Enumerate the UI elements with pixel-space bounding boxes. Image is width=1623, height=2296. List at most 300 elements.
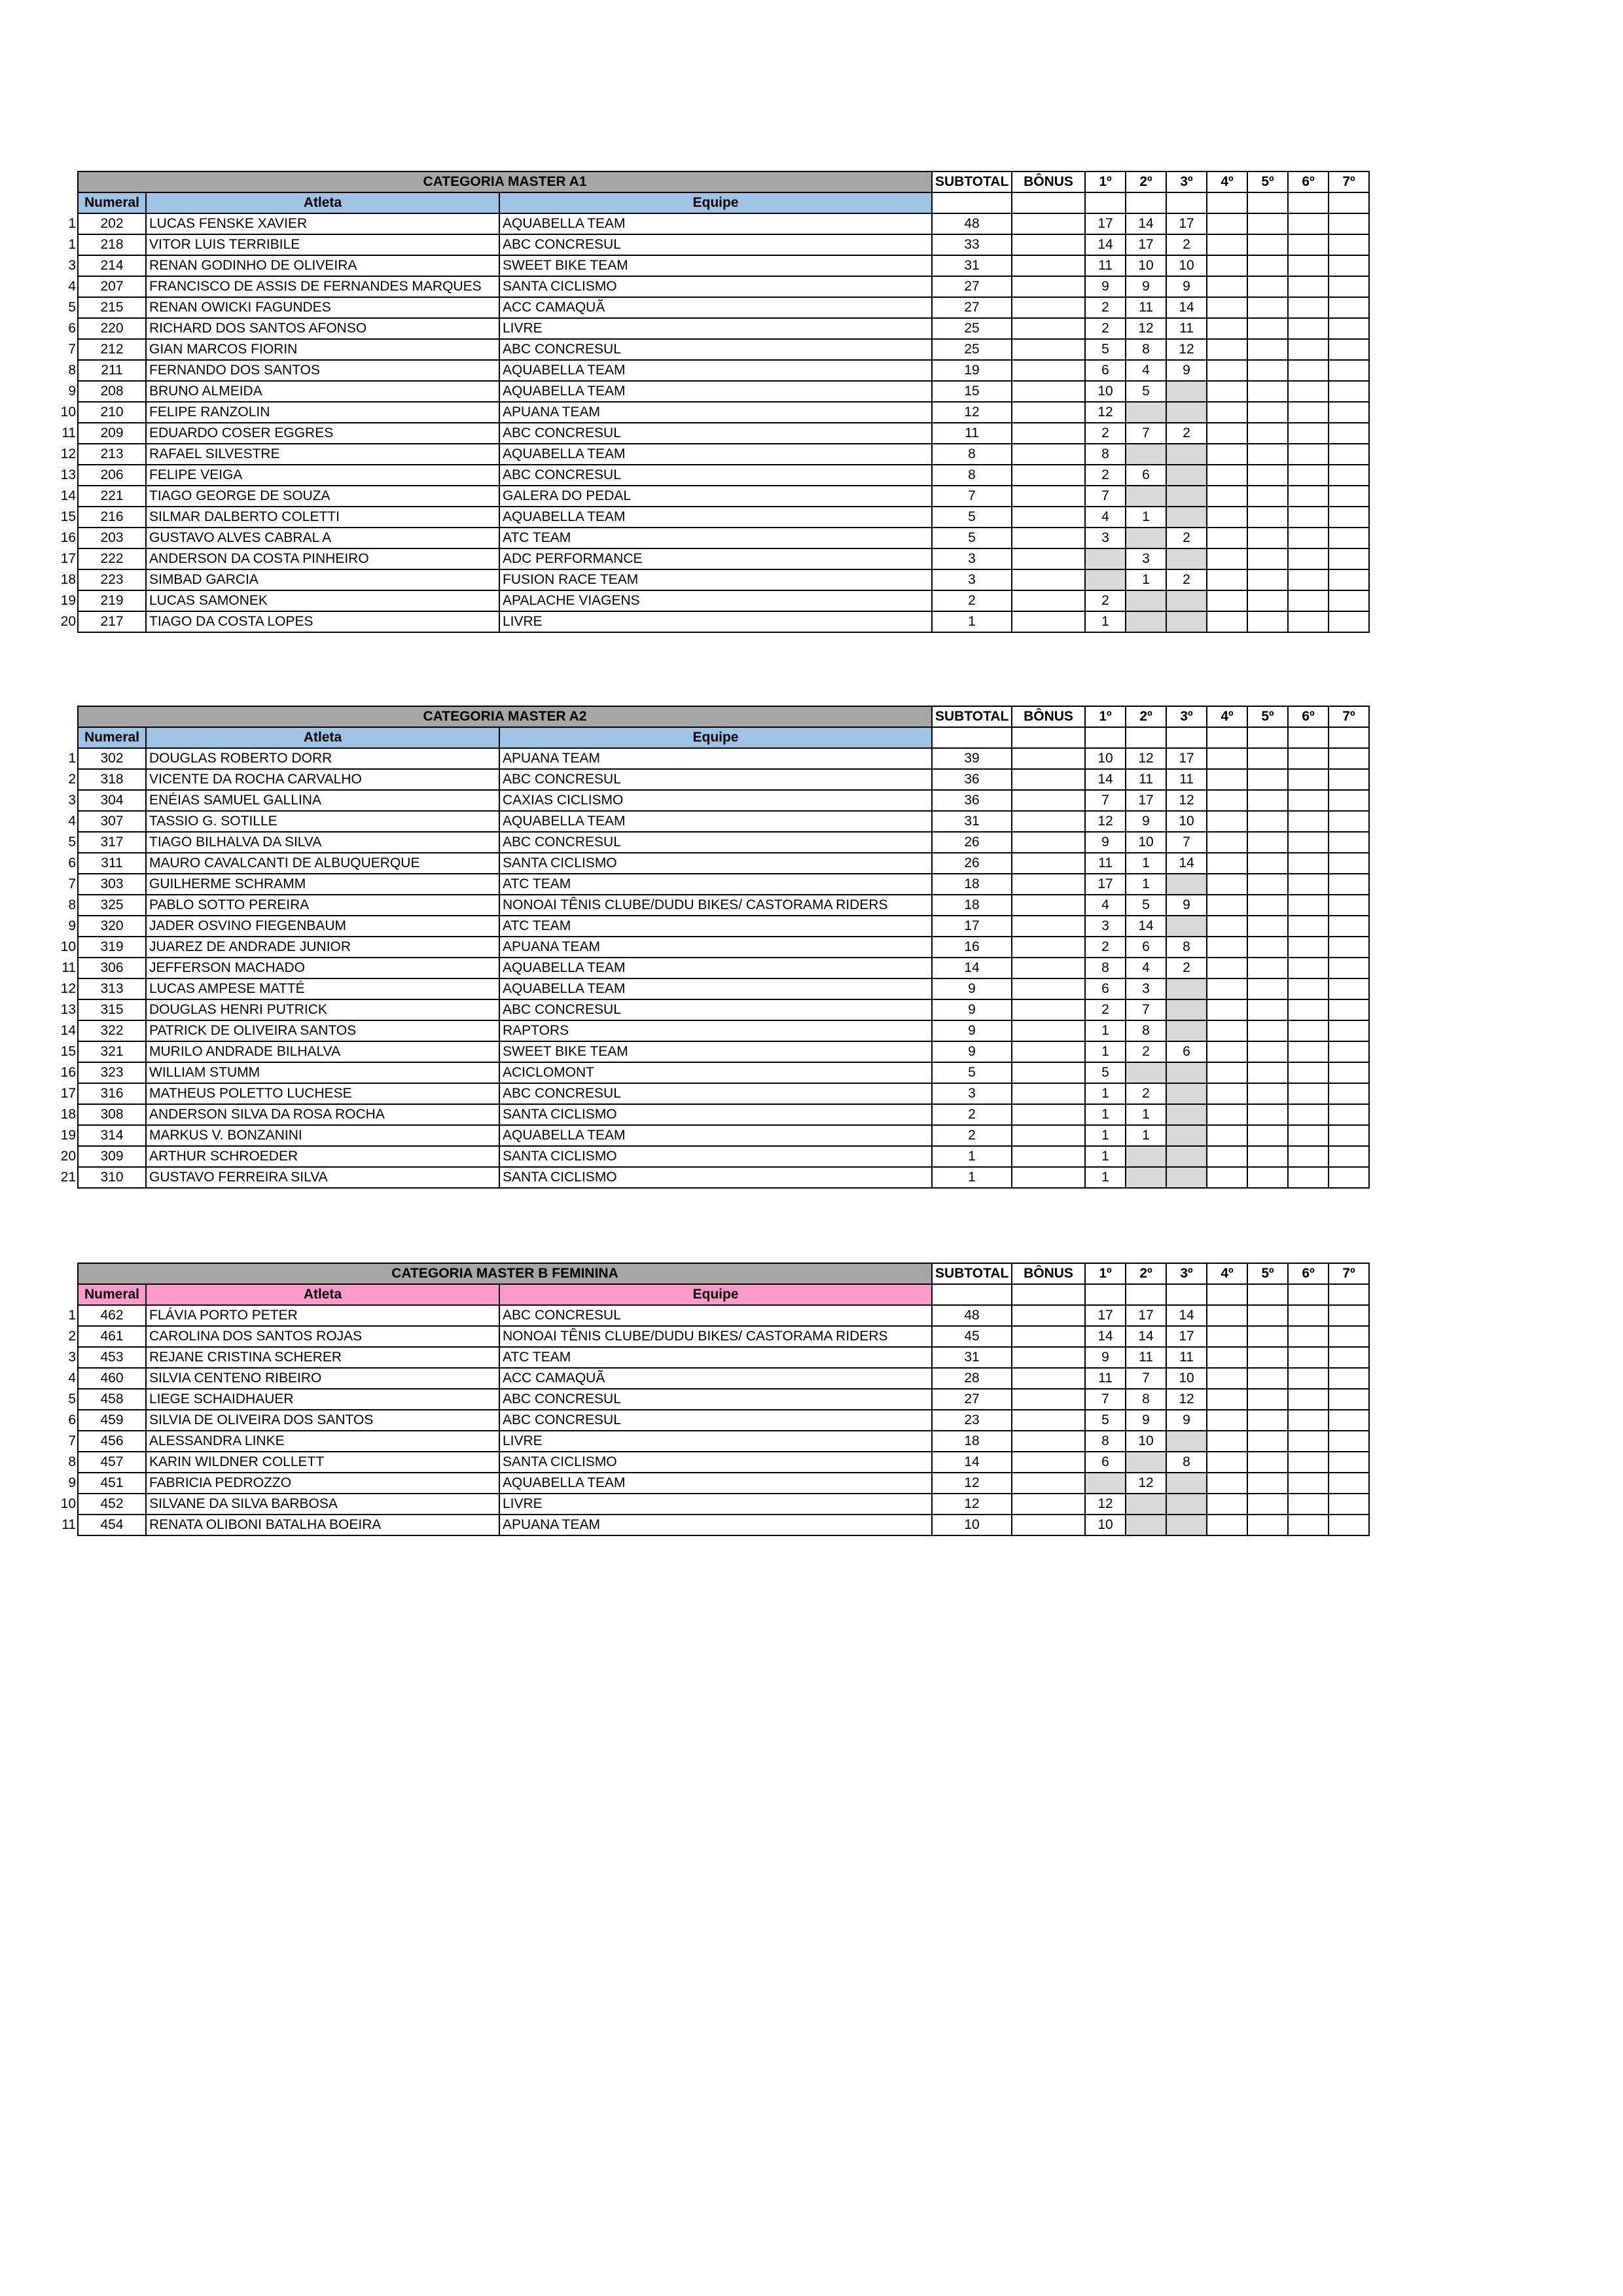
bonus-value (1012, 1146, 1085, 1167)
stage-2-points: 11 (1126, 1347, 1166, 1368)
athlete-name: VICENTE DA ROCHA CARVALHO (146, 769, 499, 790)
athlete-number: 303 (78, 874, 146, 895)
stage-5-points (1247, 1083, 1288, 1104)
stage-3-points: 2 (1166, 423, 1207, 444)
stage-7-points (1329, 1431, 1369, 1452)
rank-position: 8 (68, 1454, 76, 1469)
team-name: ATC TEAM (499, 1347, 932, 1368)
team-name: AQUABELLA TEAM (499, 507, 932, 528)
table-row (45, 811, 1369, 832)
stage-2-points (1126, 444, 1166, 465)
stage-1-points: 7 (1085, 486, 1126, 507)
athlete-name: CAROLINA DOS SANTOS ROJAS (146, 1326, 499, 1347)
athlete-number: 315 (78, 999, 146, 1020)
stage-3-header: 3º (1166, 706, 1207, 727)
stage-3-points: 17 (1166, 1326, 1207, 1347)
stage-5-points (1247, 444, 1288, 465)
table-row (45, 1473, 1369, 1494)
table-row (45, 958, 1369, 978)
rank-position: 13 (60, 1002, 76, 1017)
rank-position: 4 (68, 279, 76, 294)
stage-7-points (1329, 234, 1369, 255)
stage-7-points (1329, 1347, 1369, 1368)
table-row (45, 832, 1369, 853)
stage-3-points (1166, 611, 1207, 632)
stage-5-points (1247, 548, 1288, 569)
bonus-value (1012, 1431, 1085, 1452)
stage-1-points: 9 (1085, 1347, 1126, 1368)
table-row (45, 1083, 1369, 1104)
athlete-number: 218 (78, 234, 146, 255)
team-name: SANTA CICLISMO (499, 1146, 932, 1167)
athlete-name: MATHEUS POLETTO LUCHESE (146, 1083, 499, 1104)
stage-6-points (1288, 937, 1329, 958)
athlete-number: 203 (78, 528, 146, 548)
bonus-value (1012, 234, 1085, 255)
bonus-value (1012, 1125, 1085, 1146)
team-name: SANTA CICLISMO (499, 1167, 932, 1188)
stage-6-points (1288, 748, 1329, 769)
athlete-name: JEFFERSON MACHADO (146, 958, 499, 978)
stage-7-points (1329, 895, 1369, 916)
stage-1-points: 17 (1085, 1305, 1126, 1326)
stage-7-points (1329, 255, 1369, 276)
stage-7-points (1329, 528, 1369, 548)
stage-5-points (1247, 769, 1288, 790)
row-position-blank (45, 1263, 78, 1284)
stage-1-points: 1 (1085, 1020, 1126, 1041)
stage-4-points (1207, 1326, 1247, 1347)
subtotal-value: 12 (932, 1473, 1012, 1494)
stage-2-points: 14 (1126, 916, 1166, 937)
athlete-number: 313 (78, 978, 146, 999)
stage-1-points: 6 (1085, 1452, 1126, 1473)
stage-2-points: 1 (1126, 507, 1166, 528)
subtotal-value: 31 (932, 811, 1012, 832)
stage-7-points (1329, 1515, 1369, 1535)
bonus-value (1012, 297, 1085, 318)
stage-3-points: 17 (1166, 213, 1207, 234)
stage-4-points (1207, 1515, 1247, 1535)
row-position-blank (45, 727, 78, 748)
table-row (45, 1410, 1369, 1431)
stage-3-points (1166, 1494, 1207, 1515)
stage-6-points (1288, 895, 1329, 916)
rank-position: 6 (68, 855, 76, 870)
athlete-number: 217 (78, 611, 146, 632)
athlete-number: 452 (78, 1494, 146, 1515)
stage-5-points (1247, 1326, 1288, 1347)
stage-7-points (1329, 1326, 1369, 1347)
team-name: ABC CONCRESUL (499, 1305, 932, 1326)
bonus-value (1012, 1452, 1085, 1473)
athlete-name: TIAGO GEORGE DE SOUZA (146, 486, 499, 507)
subtotal-value: 39 (932, 748, 1012, 769)
athlete-number: 319 (78, 937, 146, 958)
athlete-name: ENÉIAS SAMUEL GALLINA (146, 790, 499, 811)
athlete-number: 311 (78, 853, 146, 874)
stage-3-points (1166, 1431, 1207, 1452)
table-row (45, 381, 1369, 402)
stage-3-points (1166, 978, 1207, 999)
team-name: SWEET BIKE TEAM (499, 1041, 932, 1062)
subtotal-value: 3 (932, 548, 1012, 569)
bonus-value (1012, 748, 1085, 769)
table-row (45, 444, 1369, 465)
stage-7-points (1329, 769, 1369, 790)
stage-6-points (1288, 381, 1329, 402)
stage-1-points: 11 (1085, 255, 1126, 276)
stage-3-points (1166, 1020, 1207, 1041)
stage-5-points (1247, 1305, 1288, 1326)
stage-4-points (1207, 937, 1247, 958)
table-row (45, 548, 1369, 569)
stage-3-points: 2 (1166, 234, 1207, 255)
stage-3-points (1166, 465, 1207, 486)
athlete-number: 456 (78, 1431, 146, 1452)
rank-position: 2 (68, 1329, 76, 1344)
rank-position: 7 (68, 1433, 76, 1448)
stage-1-points: 10 (1085, 748, 1126, 769)
stage-5-points (1247, 832, 1288, 853)
atleta-header: Atleta (146, 192, 499, 213)
stage-7-points (1329, 1020, 1369, 1041)
athlete-name: BRUNO ALMEIDA (146, 381, 499, 402)
stage-2-points: 14 (1126, 213, 1166, 234)
rank-position: 16 (60, 1065, 76, 1080)
stage-6-points (1288, 234, 1329, 255)
stage-5-points (1247, 790, 1288, 811)
rank-position: 9 (68, 384, 76, 399)
stage-1-points: 2 (1085, 999, 1126, 1020)
stage-6-points (1288, 590, 1329, 611)
athlete-name: RENATA OLIBONI BATALHA BOEIRA (146, 1515, 499, 1535)
subtotal-value: 18 (932, 874, 1012, 895)
stage-1-points: 7 (1085, 1389, 1126, 1410)
subtotal-value: 9 (932, 978, 1012, 999)
stage-1-points: 10 (1085, 1515, 1126, 1535)
bonus-value (1012, 339, 1085, 360)
subtotal-value: 8 (932, 444, 1012, 465)
stage-5-points (1247, 1368, 1288, 1389)
bonus-value (1012, 213, 1085, 234)
stage-4-points (1207, 999, 1247, 1020)
stage-7-points (1329, 1062, 1369, 1083)
stage-6-points (1288, 1410, 1329, 1431)
table-row (45, 507, 1369, 528)
rank-position: 20 (60, 614, 76, 629)
stage-5-points (1247, 811, 1288, 832)
stage-4-points (1207, 548, 1247, 569)
bonus-value (1012, 1062, 1085, 1083)
table-row (45, 234, 1369, 255)
bonus-value (1012, 528, 1085, 548)
rank-position: 11 (62, 1517, 76, 1532)
stage-3-points: 12 (1166, 790, 1207, 811)
stage-2-points (1126, 1146, 1166, 1167)
team-name: SANTA CICLISMO (499, 276, 932, 297)
subtotal-value: 48 (932, 213, 1012, 234)
equipe-header: Equipe (499, 192, 932, 213)
athlete-name: ALESSANDRA LINKE (146, 1431, 499, 1452)
bonus-value (1012, 1326, 1085, 1347)
table-header-row (45, 706, 1369, 727)
empty-header-cell (1329, 727, 1369, 748)
stage-4-points (1207, 1368, 1247, 1389)
stage-4-points (1207, 916, 1247, 937)
stage-1-points: 5 (1085, 1410, 1126, 1431)
subtotal-value: 9 (932, 1041, 1012, 1062)
stage-6-points (1288, 958, 1329, 978)
athlete-number: 207 (78, 276, 146, 297)
stage-5-points (1247, 255, 1288, 276)
bonus-value (1012, 874, 1085, 895)
table-row (45, 853, 1369, 874)
table-row (45, 1515, 1369, 1535)
bonus-value (1012, 318, 1085, 339)
athlete-name: GUILHERME SCHRAMM (146, 874, 499, 895)
table-header-row (45, 171, 1369, 192)
athlete-number: 308 (78, 1104, 146, 1125)
table-row (45, 1368, 1369, 1389)
stage-2-points: 17 (1126, 790, 1166, 811)
subtotal-value: 27 (932, 297, 1012, 318)
team-name: ABC CONCRESUL (499, 769, 932, 790)
stage-2-points: 12 (1126, 1473, 1166, 1494)
stage-6-points (1288, 1020, 1329, 1041)
stage-6-points (1288, 1083, 1329, 1104)
stage-6-points (1288, 465, 1329, 486)
athlete-name: LUCAS SAMONEK (146, 590, 499, 611)
stage-5-points (1247, 1515, 1288, 1535)
stage-6-points (1288, 1515, 1329, 1535)
table-row (45, 1326, 1369, 1347)
athlete-number: 304 (78, 790, 146, 811)
stage-7-points (1329, 297, 1369, 318)
table-row (45, 1494, 1369, 1515)
stage-6-points (1288, 1062, 1329, 1083)
stage-6-points (1288, 790, 1329, 811)
bonus-value (1012, 590, 1085, 611)
stage-3-points (1166, 999, 1207, 1020)
stage-5-points (1247, 1041, 1288, 1062)
numeral-header: Numeral (78, 1284, 146, 1305)
stage-5-points (1247, 1062, 1288, 1083)
stage-7-points (1329, 507, 1369, 528)
stage-6-points (1288, 339, 1329, 360)
athlete-number: 222 (78, 548, 146, 569)
rank-position: 20 (60, 1149, 76, 1164)
empty-header-cell (1012, 192, 1085, 213)
team-name: ABC CONCRESUL (499, 234, 932, 255)
rank-position: 6 (68, 321, 76, 336)
athlete-name: GUSTAVO ALVES CABRAL A (146, 528, 499, 548)
team-name: AQUABELLA TEAM (499, 958, 932, 978)
stage-2-header: 2º (1126, 706, 1166, 727)
bonus-value (1012, 999, 1085, 1020)
stage-2-points: 8 (1126, 1020, 1166, 1041)
rank-position: 10 (60, 404, 76, 420)
bonus-value (1012, 937, 1085, 958)
athlete-name: ARTHUR SCHROEDER (146, 1146, 499, 1167)
bonus-value (1012, 1083, 1085, 1104)
empty-header-cell (1207, 1284, 1247, 1305)
stage-2-points (1126, 402, 1166, 423)
athlete-name: GIAN MARCOS FIORIN (146, 339, 499, 360)
stage-6-points (1288, 213, 1329, 234)
stage-4-points (1207, 486, 1247, 507)
stage-7-points (1329, 1410, 1369, 1431)
stage-7-header: 7º (1329, 706, 1369, 727)
results-table-master-a1 (45, 171, 1370, 633)
empty-header-cell (1288, 1284, 1329, 1305)
stage-4-points (1207, 465, 1247, 486)
bonus-value (1012, 381, 1085, 402)
athlete-number: 220 (78, 318, 146, 339)
team-name: AQUABELLA TEAM (499, 213, 932, 234)
stage-2-points: 8 (1126, 339, 1166, 360)
table-row (45, 255, 1369, 276)
rank-position: 5 (68, 300, 76, 315)
subtotal-value: 48 (932, 1305, 1012, 1326)
stage-1-points: 5 (1085, 1062, 1126, 1083)
athlete-name: DOUGLAS HENRI PUTRICK (146, 999, 499, 1020)
stage-1-points: 6 (1085, 978, 1126, 999)
stage-3-points (1166, 1473, 1207, 1494)
stage-1-points: 2 (1085, 937, 1126, 958)
stage-2-points (1126, 590, 1166, 611)
stage-2-points (1126, 1062, 1166, 1083)
stage-1-points: 17 (1085, 874, 1126, 895)
stage-2-points (1126, 611, 1166, 632)
stage-1-points (1085, 1473, 1126, 1494)
stage-4-points (1207, 1431, 1247, 1452)
team-name: NONOAI TÊNIS CLUBE/DUDU BIKES/ CASTORAMA RIDERS (499, 1326, 932, 1347)
stage-1-header: 1º (1085, 171, 1126, 192)
athlete-name: SILMAR DALBERTO COLETTI (146, 507, 499, 528)
table-row (45, 895, 1369, 916)
table-row (45, 1062, 1369, 1083)
stage-3-points (1166, 1146, 1207, 1167)
table-row (45, 937, 1369, 958)
subtotal-value: 36 (932, 769, 1012, 790)
bonus-value (1012, 255, 1085, 276)
stage-5-points (1247, 895, 1288, 916)
athlete-number: 318 (78, 769, 146, 790)
stage-7-points (1329, 978, 1369, 999)
athlete-number: 211 (78, 360, 146, 381)
team-name: ABC CONCRESUL (499, 423, 932, 444)
subtotal-value: 17 (932, 916, 1012, 937)
stage-2-header: 2º (1126, 171, 1166, 192)
empty-header-cell (1166, 1284, 1207, 1305)
stage-3-points: 10 (1166, 811, 1207, 832)
stage-4-points (1207, 1146, 1247, 1167)
stage-1-points: 1 (1085, 1041, 1126, 1062)
athlete-name: RENAN GODINHO DE OLIVEIRA (146, 255, 499, 276)
subtotal-value: 2 (932, 1104, 1012, 1125)
stage-3-points (1166, 590, 1207, 611)
athlete-number: 206 (78, 465, 146, 486)
athlete-number: 223 (78, 569, 146, 590)
table-row (45, 276, 1369, 297)
rank-position: 7 (68, 876, 76, 891)
subtotal-value: 27 (932, 276, 1012, 297)
bonus-value (1012, 1104, 1085, 1125)
athlete-name: FELIPE RANZOLIN (146, 402, 499, 423)
stage-5-points (1247, 611, 1288, 632)
bonus-value (1012, 569, 1085, 590)
subtotal-header: SUBTOTAL (932, 1263, 1012, 1284)
bonus-value (1012, 360, 1085, 381)
team-name: AQUABELLA TEAM (499, 978, 932, 999)
subtotal-value: 1 (932, 1167, 1012, 1188)
athlete-name: GUSTAVO FERREIRA SILVA (146, 1167, 499, 1188)
athlete-name: LUCAS AMPESE MATTÉ (146, 978, 499, 999)
stage-3-points: 8 (1166, 1452, 1207, 1473)
athlete-number: 461 (78, 1326, 146, 1347)
equipe-header: Equipe (499, 1284, 932, 1305)
row-position-blank (45, 192, 78, 213)
stage-2-points: 4 (1126, 360, 1166, 381)
stage-2-points: 3 (1126, 548, 1166, 569)
column-header-row (45, 1284, 1369, 1305)
stage-6-header: 6º (1288, 1263, 1329, 1284)
stage-2-points: 7 (1126, 1368, 1166, 1389)
athlete-name: LUCAS FENSKE XAVIER (146, 213, 499, 234)
stage-1-points: 10 (1085, 381, 1126, 402)
rank-position: 7 (68, 342, 76, 357)
stage-5-points (1247, 1167, 1288, 1188)
rank-position: 6 (68, 1412, 76, 1427)
rank-position: 9 (68, 1475, 76, 1490)
stage-2-points (1126, 486, 1166, 507)
stage-4-points (1207, 569, 1247, 590)
rank-position: 4 (68, 1371, 76, 1386)
subtotal-value: 31 (932, 255, 1012, 276)
stage-3-points (1166, 1083, 1207, 1104)
stage-2-points: 3 (1126, 978, 1166, 999)
bonus-value (1012, 790, 1085, 811)
athlete-name: TIAGO DA COSTA LOPES (146, 611, 499, 632)
stage-2-points: 10 (1126, 1431, 1166, 1452)
team-name: LIVRE (499, 1431, 932, 1452)
rank-position: 19 (60, 593, 76, 608)
stage-1-points: 1 (1085, 611, 1126, 632)
table-row (45, 1347, 1369, 1368)
stage-2-points: 17 (1126, 1305, 1166, 1326)
empty-header-cell (1166, 192, 1207, 213)
stage-6-points (1288, 360, 1329, 381)
stage-7-points (1329, 548, 1369, 569)
stage-2-points (1126, 1452, 1166, 1473)
empty-header-cell (1247, 727, 1288, 748)
stage-4-points (1207, 978, 1247, 999)
stage-7-points (1329, 339, 1369, 360)
table-row (45, 465, 1369, 486)
table-header-row (45, 1263, 1369, 1284)
table-row (45, 590, 1369, 611)
stage-1-points: 14 (1085, 234, 1126, 255)
athlete-number: 459 (78, 1410, 146, 1431)
stage-7-points (1329, 958, 1369, 978)
team-name: NONOAI TÊNIS CLUBE/DUDU BIKES/ CASTORAMA RIDERS (499, 895, 932, 916)
stage-4-points (1207, 1125, 1247, 1146)
rank-position: 19 (60, 1128, 76, 1143)
stage-5-header: 5º (1247, 706, 1288, 727)
stage-5-points (1247, 528, 1288, 548)
table-row (45, 790, 1369, 811)
